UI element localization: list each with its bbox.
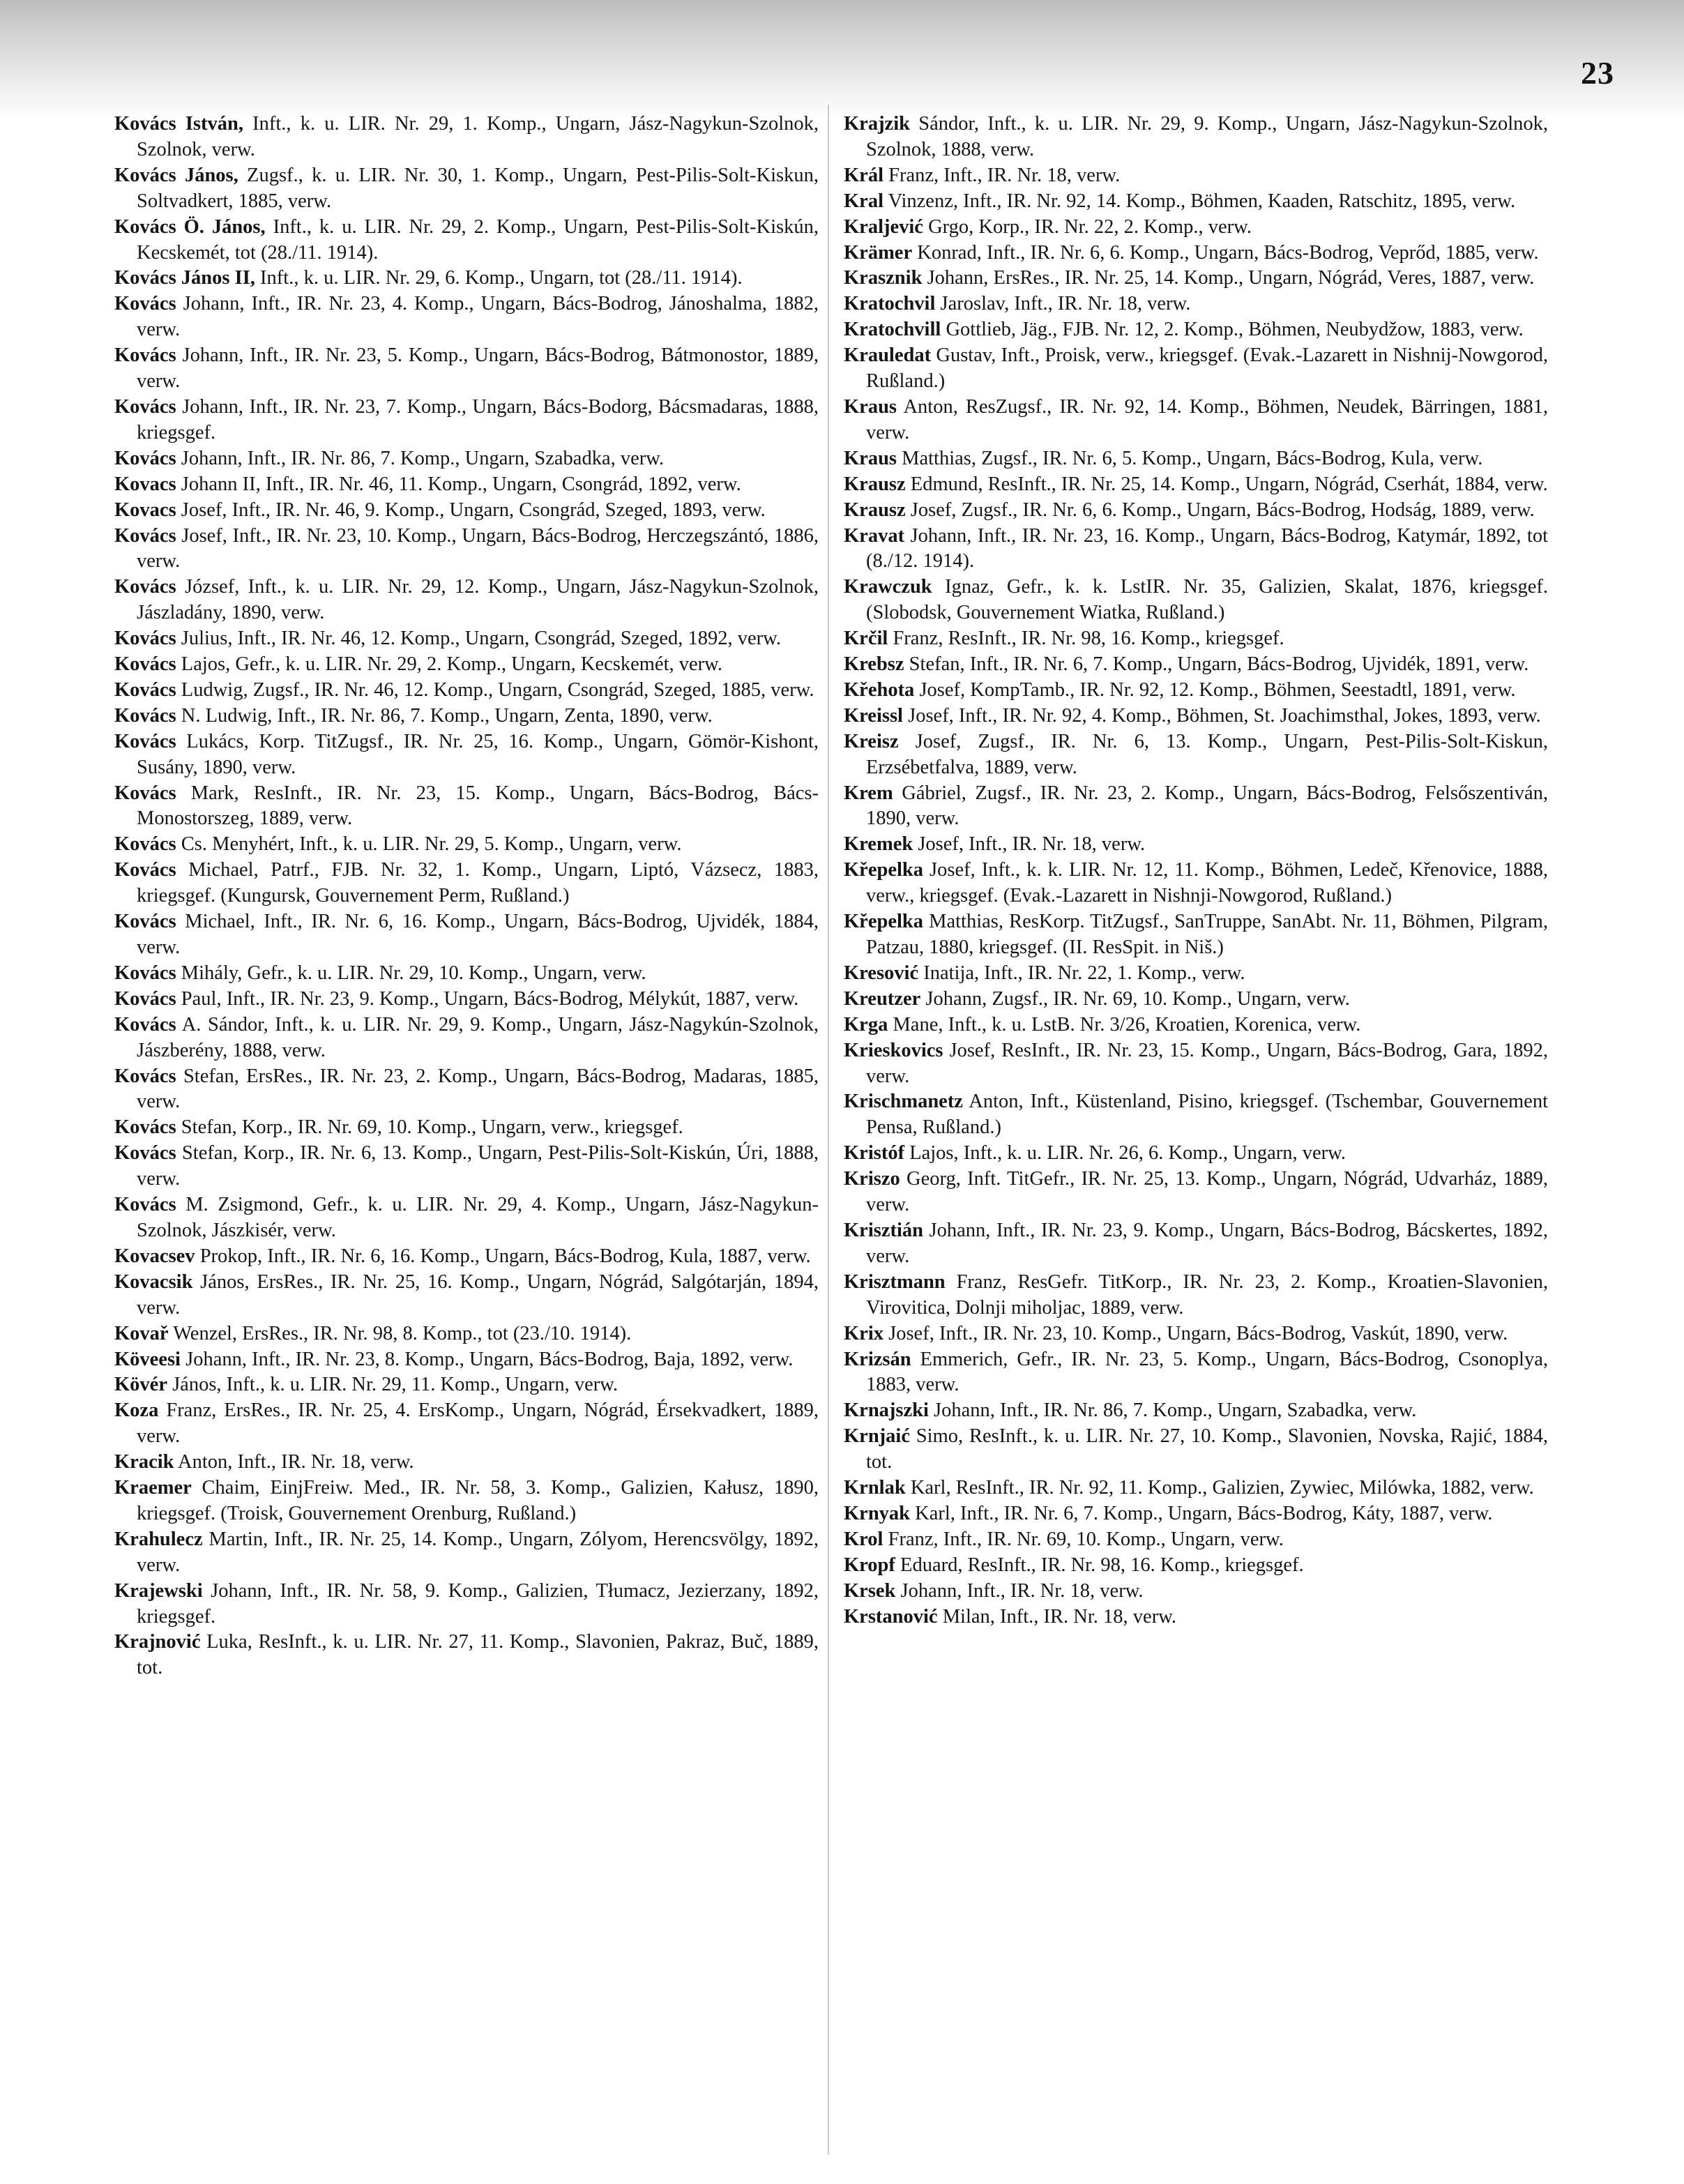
entry-surname: Kovács xyxy=(114,678,176,701)
entry-details: Johann, Inft., IR. Nr. 23, 9. Komp., Ungarn, Bács-Bodrog, Bácskertes, 1892, verw. xyxy=(866,1219,1548,1267)
list-entry xyxy=(844,317,1548,343)
list-entry xyxy=(114,1013,819,1064)
list-entry xyxy=(114,1579,819,1630)
entry-surname: Krajnović xyxy=(114,1631,201,1653)
entry-details: Eduard, ResInft., IR. Nr. 98, 16. Komp., kriegsgef. xyxy=(895,1554,1304,1576)
entry-surname: Kral xyxy=(844,190,883,212)
scan-top-shading xyxy=(0,0,1684,119)
list-entry xyxy=(114,524,819,575)
entry-surname: Kovács xyxy=(114,1194,176,1216)
entry-details: Anton, Inft., IR. Nr. 18, verw. xyxy=(174,1451,414,1473)
entry-details: Franz, Inft., IR. Nr. 69, 10. Komp., Ungarn, verw. xyxy=(883,1528,1284,1550)
entry-details: Michael, Inft., IR. Nr. 6, 16. Komp., Ungarn, Bács-Bodrog, Ujvidék, 1884, verw. xyxy=(137,911,819,958)
column-divider xyxy=(828,105,829,2155)
entry-surname: Křehota xyxy=(844,678,915,701)
entry-details: Inatija, Inft., IR. Nr. 22, 1. Komp., verw. xyxy=(918,962,1245,984)
entry-details: Johann, Inft., IR. Nr. 23, 16. Komp., Ungarn, Bács-Bodrog, Katymár, 1892, tot (8./12. 1914). xyxy=(866,524,1548,572)
entry-details: Josef, Inft., IR. Nr. 18, verw. xyxy=(913,833,1146,856)
list-entry xyxy=(114,652,819,678)
entry-surname: Kracik xyxy=(114,1451,174,1473)
list-entry xyxy=(114,781,819,833)
entry-surname: Kreutzer xyxy=(844,987,921,1010)
entry-surname: Köveesi xyxy=(114,1348,181,1370)
entry-surname: Kovács xyxy=(114,962,176,984)
entry-details: Karl, ResInft., IR. Nr. 92, 11. Komp., Galizien, Zywiec, Milówka, 1882, verw. xyxy=(905,1477,1534,1499)
entry-details: Johann, ErsRes., IR. Nr. 25, 14. Komp., Ungarn, Nógrád, Veres, 1887, verw. xyxy=(922,267,1535,289)
entry-details: Stefan, Inft., IR. Nr. 6, 7. Komp., Ungarn, Bács-Bodrog, Ujvidék, 1891, verw. xyxy=(904,653,1529,676)
list-entry xyxy=(114,678,819,704)
entry-surname: Kovács xyxy=(114,293,176,315)
entry-surname: Kovács xyxy=(114,911,176,933)
list-entry xyxy=(844,678,1548,704)
list-entry xyxy=(844,1270,1548,1321)
entry-surname: Křepelka xyxy=(844,859,923,881)
entry-details: Stefan, ErsRes., IR. Nr. 23, 2. Komp., Ungarn, Bács-Bodrog, Madaras, 1885, verw. xyxy=(137,1065,819,1113)
entry-details: Johann, Inft., IR. Nr. 23, 7. Komp., Ungarn, Bács-Bodorg, Bácsmadaras, 1888, kriegsgef. xyxy=(137,395,819,443)
entry-surname: Kovacs xyxy=(114,499,176,521)
entry-surname: Kovacsik xyxy=(114,1271,193,1293)
list-entry xyxy=(844,215,1548,241)
entry-details: János, Inft., k. u. LIR. Nr. 29, 11. Komp., Ungarn, verw. xyxy=(167,1374,619,1396)
entry-surname: Kövér xyxy=(114,1374,167,1396)
entry-details: A. Sándor, Inft., k. u. LIR. Nr. 29, 9. Komp., Ungarn, Jász-Nagykún-Szolnok, Jászberény, 1888, verw. xyxy=(137,1013,819,1061)
list-entry xyxy=(114,498,819,524)
entry-surname: Kovács xyxy=(114,653,176,676)
entry-details: Johann, Inft., IR. Nr. 18, verw. xyxy=(895,1579,1144,1602)
entry-surname: Kovács xyxy=(114,1013,176,1036)
entry-surname: Kraus xyxy=(844,395,897,418)
list-entry xyxy=(114,987,819,1013)
list-entry xyxy=(114,1321,819,1347)
list-entry xyxy=(844,1527,1548,1553)
list-entry xyxy=(844,729,1548,781)
entry-details: Ignaz, Gefr., k. k. LstIR. Nr. 35, Galizien, Skalat, 1876, kriegsgef. (Slobodsk, Gouvernement Wiatka, Rußland.) xyxy=(866,576,1548,624)
entry-details: Josef, Inft., IR. Nr. 92, 4. Komp., Böhmen, St. Joachimsthal, Jokes, 1893, verw. xyxy=(902,704,1541,727)
list-entry xyxy=(114,858,819,909)
list-entry xyxy=(844,1501,1548,1527)
list-entry xyxy=(114,112,819,163)
entry-details: Inft., k. u. LIR. Nr. 29, 6. Komp., Ungarn, tot (28./11. 1914). xyxy=(255,267,743,289)
entry-details: Mark, ResInft., IR. Nr. 23, 15. Komp., Ungarn, Bács-Bodrog, Bács-Monostorszeg, 1889, verw. xyxy=(137,782,819,830)
entry-details: Johann, Inft., IR. Nr. 58, 9. Komp., Galizien, Tłumacz, Jezierzany, 1892, kriegsgef. xyxy=(137,1579,819,1628)
entry-surname: Krebsz xyxy=(844,653,904,676)
entry-surname: Kovács xyxy=(114,524,176,547)
entry-details: Franz, ResGefr. TitKorp., IR. Nr. 23, 2. Komp., Kroatien-Slavonien, Virovitica, Dolnji miholjac, 1889, verw. xyxy=(866,1271,1548,1319)
list-entry xyxy=(844,987,1548,1013)
entry-surname: Kriszo xyxy=(844,1168,900,1190)
entry-surname: Kovács Ö. János, xyxy=(114,215,266,238)
list-entry xyxy=(844,498,1548,524)
entry-surname: Krol xyxy=(844,1528,883,1550)
list-entry xyxy=(844,395,1548,446)
list-entry xyxy=(114,961,819,987)
list-entry xyxy=(844,112,1548,163)
entry-surname: Krizsán xyxy=(844,1348,911,1370)
list-entry xyxy=(114,1115,819,1141)
entry-details: Josef, KompTamb., IR. Nr. 92, 12. Komp., Böhmen, Seestadtl, 1891, verw. xyxy=(914,678,1516,701)
entry-surname: Kovács xyxy=(114,1116,176,1139)
entry-details: József, Inft., k. u. LIR. Nr. 29, 12. Komp., Ungarn, Jász-Nagykun-Szolnok, Jászladány, 1890, verw. xyxy=(137,576,819,624)
list-entry xyxy=(844,652,1548,678)
entry-details: Zugsf., k. u. LIR. Nr. 30, 1. Komp., Ungarn, Pest-Pilis-Solt-Kiskun, Soltvadkert, 1885, verw. xyxy=(137,164,819,212)
entry-details: Stefan, Korp., IR. Nr. 69, 10. Komp., Ungarn, verw., kriegsgef. xyxy=(176,1116,683,1139)
entry-details: Julius, Inft., IR. Nr. 46, 12. Komp., Ungarn, Csongrád, Szeged, 1892, verw. xyxy=(176,628,781,650)
entry-surname: Kraljević xyxy=(844,215,923,238)
entry-details: János, ErsRes., IR. Nr. 25, 16. Komp., Ungarn, Nógrád, Salgótarján, 1894, verw. xyxy=(137,1271,819,1319)
entry-surname: Krausz xyxy=(844,473,906,495)
entry-surname: Kraemer xyxy=(114,1477,192,1499)
entry-surname: Kovács xyxy=(114,1142,176,1165)
list-entry xyxy=(844,1476,1548,1501)
entry-surname: Krisztmann xyxy=(844,1271,946,1293)
entry-details: Josef, Inft., IR. Nr. 23, 10. Komp., Ungarn, Bács-Bodrog, Herczegszántó, 1886, verw. xyxy=(137,524,819,572)
entry-details: Johann, Zugsf., IR. Nr. 69, 10. Komp., Ungarn, verw. xyxy=(920,987,1350,1010)
list-entry xyxy=(844,858,1548,909)
list-entry xyxy=(844,1605,1548,1630)
entry-details: Prokop, Inft., IR. Nr. 6, 16. Komp., Ungarn, Bács-Bodrog, Kula, 1887, verw. xyxy=(195,1245,811,1267)
entry-surname: Kovař xyxy=(114,1322,169,1344)
entry-surname: Krsek xyxy=(844,1579,896,1602)
entry-surname: Kovács xyxy=(114,704,176,727)
list-entry xyxy=(114,266,819,291)
list-entry xyxy=(844,1218,1548,1270)
list-entry xyxy=(114,1244,819,1270)
list-entry xyxy=(844,781,1548,833)
entry-details: Georg, Inft. TitGefr., IR. Nr. 25, 13. Komp., Ungarn, Nógrád, Udvarház, 1889, verw. xyxy=(866,1168,1548,1216)
entry-details: Edmund, ResInft., IR. Nr. 25, 14. Komp., Ungarn, Nógrád, Cserhát, 1884, verw. xyxy=(905,473,1548,495)
list-entry xyxy=(114,163,819,215)
list-entry xyxy=(114,1450,819,1476)
entry-surname: Kovács xyxy=(114,1065,176,1087)
entry-details: Ludwig, Zugsf., IR. Nr. 46, 12. Komp., Ungarn, Csongrád, Szeged, 1885, verw. xyxy=(176,678,814,701)
list-entry xyxy=(844,626,1548,652)
entry-details: Josef, Inft., IR. Nr. 23, 10. Komp., Ungarn, Bács-Bodrog, Vaskút, 1890, verw. xyxy=(883,1322,1508,1344)
entry-details: Konrad, Inft., IR. Nr. 6, 6. Komp., Ungarn, Bács-Bodrog, Veprőd, 1885, verw. xyxy=(912,241,1539,264)
entry-surname: Krajewski xyxy=(114,1579,203,1602)
entry-details: Franz, ErsRes., IR. Nr. 25, 4. ErsKomp., Ungarn, Nógrád, Érsekvadkert, 1889, verw. xyxy=(137,1400,819,1448)
entry-details: Wenzel, ErsRes., IR. Nr. 98, 8. Komp., tot (23./10. 1914). xyxy=(168,1322,632,1344)
entry-surname: Krnajszki xyxy=(844,1400,929,1422)
entry-surname: Kristóf xyxy=(844,1142,905,1165)
entry-surname: Král xyxy=(844,164,883,186)
entry-details: Milan, Inft., IR. Nr. 18, verw. xyxy=(937,1605,1177,1628)
entry-surname: Kratochvil xyxy=(844,293,936,315)
list-entry xyxy=(114,729,819,781)
entry-details: Josef, Inft., k. k. LIR. Nr. 12, 11. Komp., Böhmen, Ledeč, Křenovice, 1888, verw., kriegsgef. (Evak.-Lazarett in Nishnji-Nowgorod, Rußland.) xyxy=(866,859,1548,907)
list-entry xyxy=(844,343,1548,395)
list-entry xyxy=(844,1167,1548,1218)
entry-surname: Krauledat xyxy=(844,344,932,367)
list-entry xyxy=(844,1424,1548,1476)
entry-surname: Krämer xyxy=(844,241,913,264)
entry-details: Johann, Inft., IR. Nr. 23, 4. Komp., Ungarn, Bács-Bodrog, Jánoshalma, 1882, verw. xyxy=(137,293,819,341)
list-entry xyxy=(844,1321,1548,1347)
list-entry xyxy=(844,1579,1548,1605)
entry-surname: Kovács János, xyxy=(114,164,238,186)
list-entry xyxy=(114,1476,819,1527)
entry-details: Emmerich, Gefr., IR. Nr. 23, 5. Komp., Ungarn, Bács-Bodrog, Csonoplya, 1883, verw. xyxy=(866,1348,1548,1396)
entry-details: Anton, ResZugsf., IR. Nr. 92, 14. Komp., Böhmen, Neudek, Bärringen, 1881, verw. xyxy=(866,395,1548,443)
entry-details: Stefan, Korp., IR. Nr. 6, 13. Komp., Ungarn, Pest-Pilis-Solt-Kiskún, Úri, 1888, verw. xyxy=(137,1142,819,1190)
column-left xyxy=(114,112,819,1681)
entry-surname: Krčil xyxy=(844,628,888,650)
list-entry xyxy=(844,1347,1548,1399)
list-entry xyxy=(114,909,819,961)
entry-details: Inft., k. u. LIR. Nr. 29, 1. Komp., Ungarn, Jász-Nagykun-Szolnok, Szolnok, verw. xyxy=(137,113,819,160)
entry-surname: Kovács István, xyxy=(114,113,243,135)
entry-details: N. Ludwig, Inft., IR. Nr. 86, 7. Komp., Ungarn, Zenta, 1890, verw. xyxy=(176,704,713,727)
list-entry xyxy=(114,1141,819,1192)
entry-surname: Krahulecz xyxy=(114,1528,203,1550)
list-entry xyxy=(844,524,1548,575)
entry-details: Martin, Inft., IR. Nr. 25, 14. Komp., Ungarn, Zólyom, Herencsvölgy, 1892, verw. xyxy=(137,1528,819,1576)
list-entry xyxy=(844,266,1548,291)
entry-details: Johann, Inft., IR. Nr. 23, 8. Komp., Ungarn, Bács-Bodrog, Baja, 1892, verw. xyxy=(180,1348,794,1370)
entry-surname: Kovács xyxy=(114,730,176,752)
entry-surname: Kovács xyxy=(114,576,176,598)
entry-details: Anton, Inft., Küstenland, Pisino, kriegsgef. (Tschembar, Gouvernement Pensa, Rußland.) xyxy=(866,1091,1548,1139)
entry-surname: Krausz xyxy=(844,499,906,521)
entry-details: Luka, ResInft., k. u. LIR. Nr. 27, 11. Komp., Slavonien, Pakraz, Buč, 1889, tot. xyxy=(137,1631,819,1679)
list-entry xyxy=(844,1038,1548,1090)
entry-surname: Kreisz xyxy=(844,730,899,752)
entry-surname: Krix xyxy=(844,1322,883,1344)
list-entry xyxy=(844,291,1548,317)
entry-surname: Kovács János II, xyxy=(114,267,255,289)
entry-surname: Kovács xyxy=(114,987,176,1010)
entry-surname: Kovács xyxy=(114,859,176,881)
entry-details: Sándor, Inft., k. u. LIR. Nr. 29, 9. Komp., Ungarn, Jász-Nagykun-Szolnok, Szolnok, 1888, verw. xyxy=(866,113,1548,160)
list-entry xyxy=(114,1192,819,1244)
list-entry xyxy=(114,472,819,498)
list-entry xyxy=(844,1013,1548,1038)
entry-surname: Krasznik xyxy=(844,267,923,289)
entry-details: Johann II, Inft., IR. Nr. 46, 11. Komp., Ungarn, Csongrád, 1892, verw. xyxy=(176,473,741,495)
entry-details: Grgo, Korp., IR. Nr. 22, 2. Komp., verw. xyxy=(923,215,1252,238)
entry-details: Gustav, Inft., Proisk, verw., kriegsgef. (Evak.-Lazarett in Nishnij-Nowgorod, Rußland.) xyxy=(866,344,1548,393)
entry-surname: Krstanović xyxy=(844,1605,938,1628)
list-entry xyxy=(114,626,819,652)
list-entry xyxy=(114,1527,819,1579)
entry-surname: Kremek xyxy=(844,833,913,856)
entry-details: Lajos, Inft., k. u. LIR. Nr. 26, 6. Komp., Ungarn, verw. xyxy=(904,1142,1347,1165)
entry-details: Vinzenz, Inft., IR. Nr. 92, 14. Komp., Böhmen, Kaaden, Ratschitz, 1895, verw. xyxy=(883,190,1516,212)
list-entry xyxy=(844,1398,1548,1424)
entry-details: Johann, Inft., IR. Nr. 86, 7. Komp., Ungarn, Szabadka, verw. xyxy=(928,1400,1417,1422)
list-entry xyxy=(844,704,1548,729)
list-entry xyxy=(114,1372,819,1398)
list-entry xyxy=(844,909,1548,961)
entry-details: Cs. Menyhért, Inft., k. u. LIR. Nr. 29, 5. Komp., Ungarn, verw. xyxy=(176,833,682,856)
entry-details: Josef, Zugsf., IR. Nr. 6, 6. Komp., Ungarn, Bács-Bodrog, Hodság, 1889, verw. xyxy=(905,499,1535,521)
list-entry xyxy=(114,215,819,266)
entry-surname: Krga xyxy=(844,1013,888,1036)
entry-surname: Krisztián xyxy=(844,1219,923,1241)
entry-surname: Krnlak xyxy=(844,1477,906,1499)
list-entry xyxy=(114,1398,819,1450)
list-entry xyxy=(114,704,819,729)
entry-surname: Kovács xyxy=(114,395,176,418)
entry-details: Chaim, EinjFreiw. Med., IR. Nr. 58, 3. Komp., Galizien, Kałusz, 1890, kriegsgef. (Troisk, Gouvernement Orenburg, Rußland.) xyxy=(137,1477,819,1524)
column-right xyxy=(844,112,1548,1630)
entry-surname: Krnjaić xyxy=(844,1425,910,1448)
entry-details: Paul, Inft., IR. Nr. 23, 9. Komp., Ungarn, Bács-Bodrog, Mélykút, 1887, verw. xyxy=(176,987,799,1010)
entry-surname: Kovács xyxy=(114,447,176,469)
entry-surname: Krischmanetz xyxy=(844,1091,963,1113)
entry-details: Gábriel, Zugsf., IR. Nr. 23, 2. Komp., Ungarn, Bács-Bodrog, Felsőszentiván, 1890, verw. xyxy=(866,782,1548,830)
list-entry xyxy=(844,163,1548,189)
entry-surname: Kropf xyxy=(844,1554,895,1576)
list-entry xyxy=(844,1553,1548,1579)
entry-details: Lukács, Korp. TitZugsf., IR. Nr. 25, 16. Komp., Ungarn, Gömör-Kishont, Susány, 1890, verw. xyxy=(137,730,819,778)
entry-details: Michael, Patrf., FJB. Nr. 32, 1. Komp., Ungarn, Liptó, Vázsecz, 1883, kriegsgef. (Kungursk, Gouvernement Perm, Rußland.) xyxy=(137,859,819,907)
entry-details: Simo, ResInft., k. u. LIR. Nr. 27, 10. Komp., Slavonien, Novska, Rajić, 1884, tot. xyxy=(866,1425,1548,1473)
list-entry xyxy=(114,446,819,472)
entry-surname: Kovács xyxy=(114,833,176,856)
entry-surname: Kreissl xyxy=(844,704,903,727)
entry-surname: Kresović xyxy=(844,962,919,984)
entry-surname: Kratochvill xyxy=(844,319,941,341)
entry-details: Lajos, Gefr., k. u. LIR. Nr. 29, 2. Komp., Ungarn, Kecskemét, verw. xyxy=(176,653,722,676)
list-entry xyxy=(844,832,1548,858)
list-entry xyxy=(114,1630,819,1681)
entry-surname: Kovács xyxy=(114,344,176,367)
entry-details: Matthias, ResKorp. TitZugsf., SanTruppe, SanAbt. Nr. 11, Böhmen, Pilgram, Patzau, 1880, kriegsgef. (II. ResSpit. in Niš.) xyxy=(866,911,1548,958)
list-entry xyxy=(844,241,1548,266)
entry-surname: Krajzik xyxy=(844,113,910,135)
list-entry xyxy=(844,189,1548,215)
list-entry xyxy=(114,575,819,626)
list-entry xyxy=(114,343,819,395)
list-entry xyxy=(844,1089,1548,1141)
entry-surname: Krawczuk xyxy=(844,576,932,598)
entry-surname: Krnyak xyxy=(844,1502,911,1524)
entry-details: Inft., k. u. LIR. Nr. 29, 2. Komp., Ungarn, Pest-Pilis-Solt-Kiskún, Kecskemét, tot (28./11. 1914). xyxy=(137,215,819,264)
list-entry xyxy=(114,1347,819,1373)
entry-details: Franz, ResInft., IR. Nr. 98, 16. Komp., kriegsgef. xyxy=(888,628,1284,650)
entry-details: Jaroslav, Inft., IR. Nr. 18, verw. xyxy=(935,293,1191,315)
entry-surname: Kovacsev xyxy=(114,1245,195,1267)
list-entry xyxy=(844,446,1548,472)
entry-details: Gottlieb, Jäg., FJB. Nr. 12, 2. Komp., Böhmen, Neubydžow, 1883, verw. xyxy=(941,319,1524,341)
entry-surname: Koza xyxy=(114,1400,159,1422)
list-entry xyxy=(114,1270,819,1321)
entry-surname: Kovács xyxy=(114,782,176,804)
entry-surname: Krieskovics xyxy=(844,1039,943,1061)
page-number: 23 xyxy=(1581,55,1614,91)
entry-details: Karl, Inft., IR. Nr. 6, 7. Komp., Ungarn, Bács-Bodrog, Káty, 1887, verw. xyxy=(910,1502,1493,1524)
entry-details: Johann, Inft., IR. Nr. 86, 7. Komp., Ungarn, Szabadka, verw. xyxy=(176,447,665,469)
entry-surname: Křepelka xyxy=(844,911,923,933)
entry-details: Josef, Zugsf., IR. Nr. 6, 13. Komp., Ungarn, Pest-Pilis-Solt-Kiskun, Erzsébetfalva, 1889, verw. xyxy=(866,730,1548,778)
entry-surname: Kraus xyxy=(844,447,897,469)
entry-details: Mane, Inft., k. u. LstB. Nr. 3/26, Kroatien, Korenica, verw. xyxy=(888,1013,1361,1036)
entry-details: Matthias, Zugsf., IR. Nr. 6, 5. Komp., Ungarn, Bács-Bodrog, Kula, verw. xyxy=(897,447,1483,469)
list-entry xyxy=(844,1141,1548,1167)
entry-surname: Krem xyxy=(844,782,893,804)
entry-details: Franz, Inft., IR. Nr. 18, verw. xyxy=(883,164,1121,186)
entry-details: Josef, Inft., IR. Nr. 46, 9. Komp., Ungarn, Csongrád, Szeged, 1893, verw. xyxy=(176,499,766,521)
list-entry xyxy=(114,395,819,446)
entry-surname: Kovacs xyxy=(114,473,176,495)
list-entry xyxy=(844,472,1548,498)
list-entry xyxy=(114,832,819,858)
entry-surname: Kovács xyxy=(114,628,176,650)
entry-details: Johann, Inft., IR. Nr. 23, 5. Komp., Ungarn, Bács-Bodrog, Bátmonostor, 1889, verw. xyxy=(137,344,819,393)
list-entry xyxy=(844,961,1548,987)
list-entry xyxy=(844,575,1548,626)
list-entry xyxy=(114,291,819,343)
entry-surname: Kravat xyxy=(844,524,905,547)
entry-details: Mihály, Gefr., k. u. LIR. Nr. 29, 10. Komp., Ungarn, verw. xyxy=(176,962,646,984)
entry-details: Josef, ResInft., IR. Nr. 23, 15. Komp., Ungarn, Bács-Bodrog, Gara, 1892, verw. xyxy=(866,1039,1548,1087)
list-entry xyxy=(114,1064,819,1116)
entry-details: M. Zsigmond, Gefr., k. u. LIR. Nr. 29, 4. Komp., Ungarn, Jász-Nagykun-Szolnok, Jászkisér, verw. xyxy=(137,1194,819,1241)
